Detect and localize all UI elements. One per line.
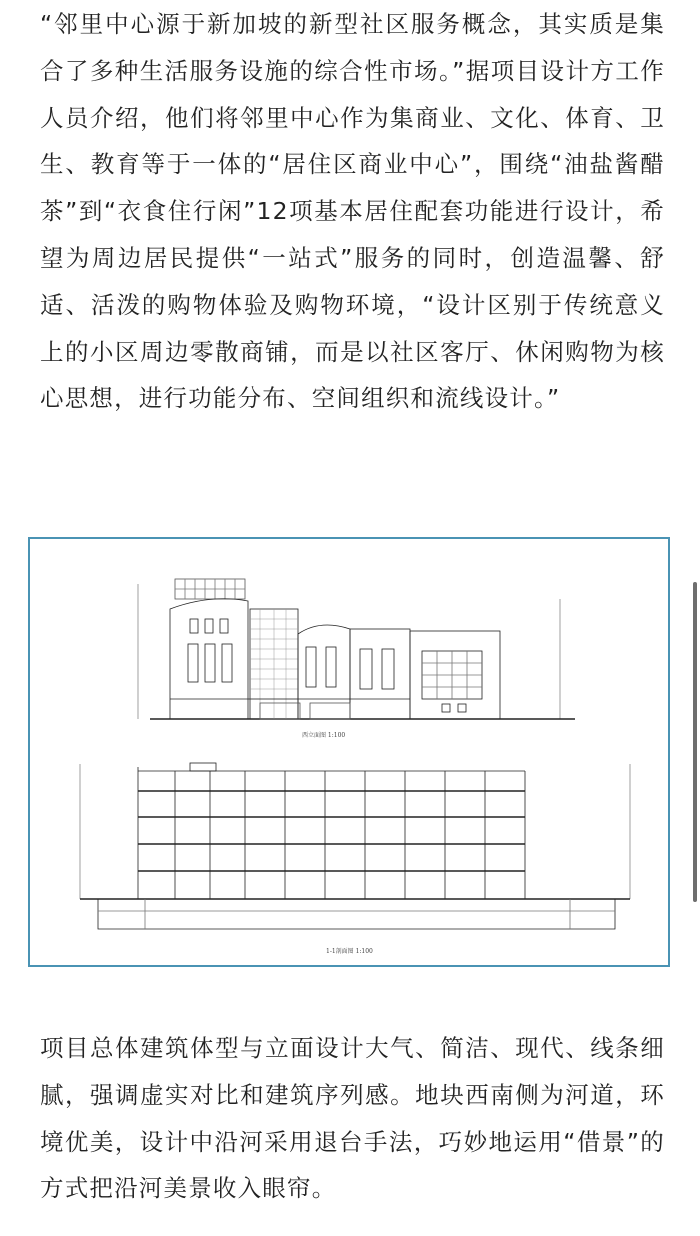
drawing-svg xyxy=(30,539,668,965)
article-paragraph-2: 项目总体建筑体型与立面设计大气、简洁、现代、线条细腻，强调虚实对比和建筑序列感。地块西南侧为河道，环境优美，设计中沿河采用退台手法，巧妙地运用“借景”的方式把沿河美景收入眼帘。 xyxy=(40,1034,665,1203)
architectural-drawing-figure xyxy=(28,537,670,967)
scrollbar[interactable] xyxy=(693,582,697,902)
section-drawing xyxy=(80,763,630,929)
elevation-drawing xyxy=(138,579,575,719)
article-paragraph-1: “邻里中心源于新加坡的新型社区服务概念，其实质是集合了多种生活服务设施的综合性市场。”据项目设计方工作人员介绍，他们将邻里中心作为集商业、文化、体育、卫生、教育等于一体的“居住区商业中心”，围绕“油盐酱醋茶”到“衣食住行闲”12项基本居住配套功能进行设计，希望为周边居民提供“一站式”服务的同时，创造温馨、舒适、活泼的购物体验及购物环境，“设计区别于传统意义上的小区周边零散商铺，而是以社区客厅、休闲购物为核心思想，进行功能分布、空间组织和流线设计。” xyxy=(40,10,665,413)
section-caption: 1-1剖面图 1:100 xyxy=(326,948,373,955)
elevation-caption: 西立面图 1:100 xyxy=(302,732,346,739)
